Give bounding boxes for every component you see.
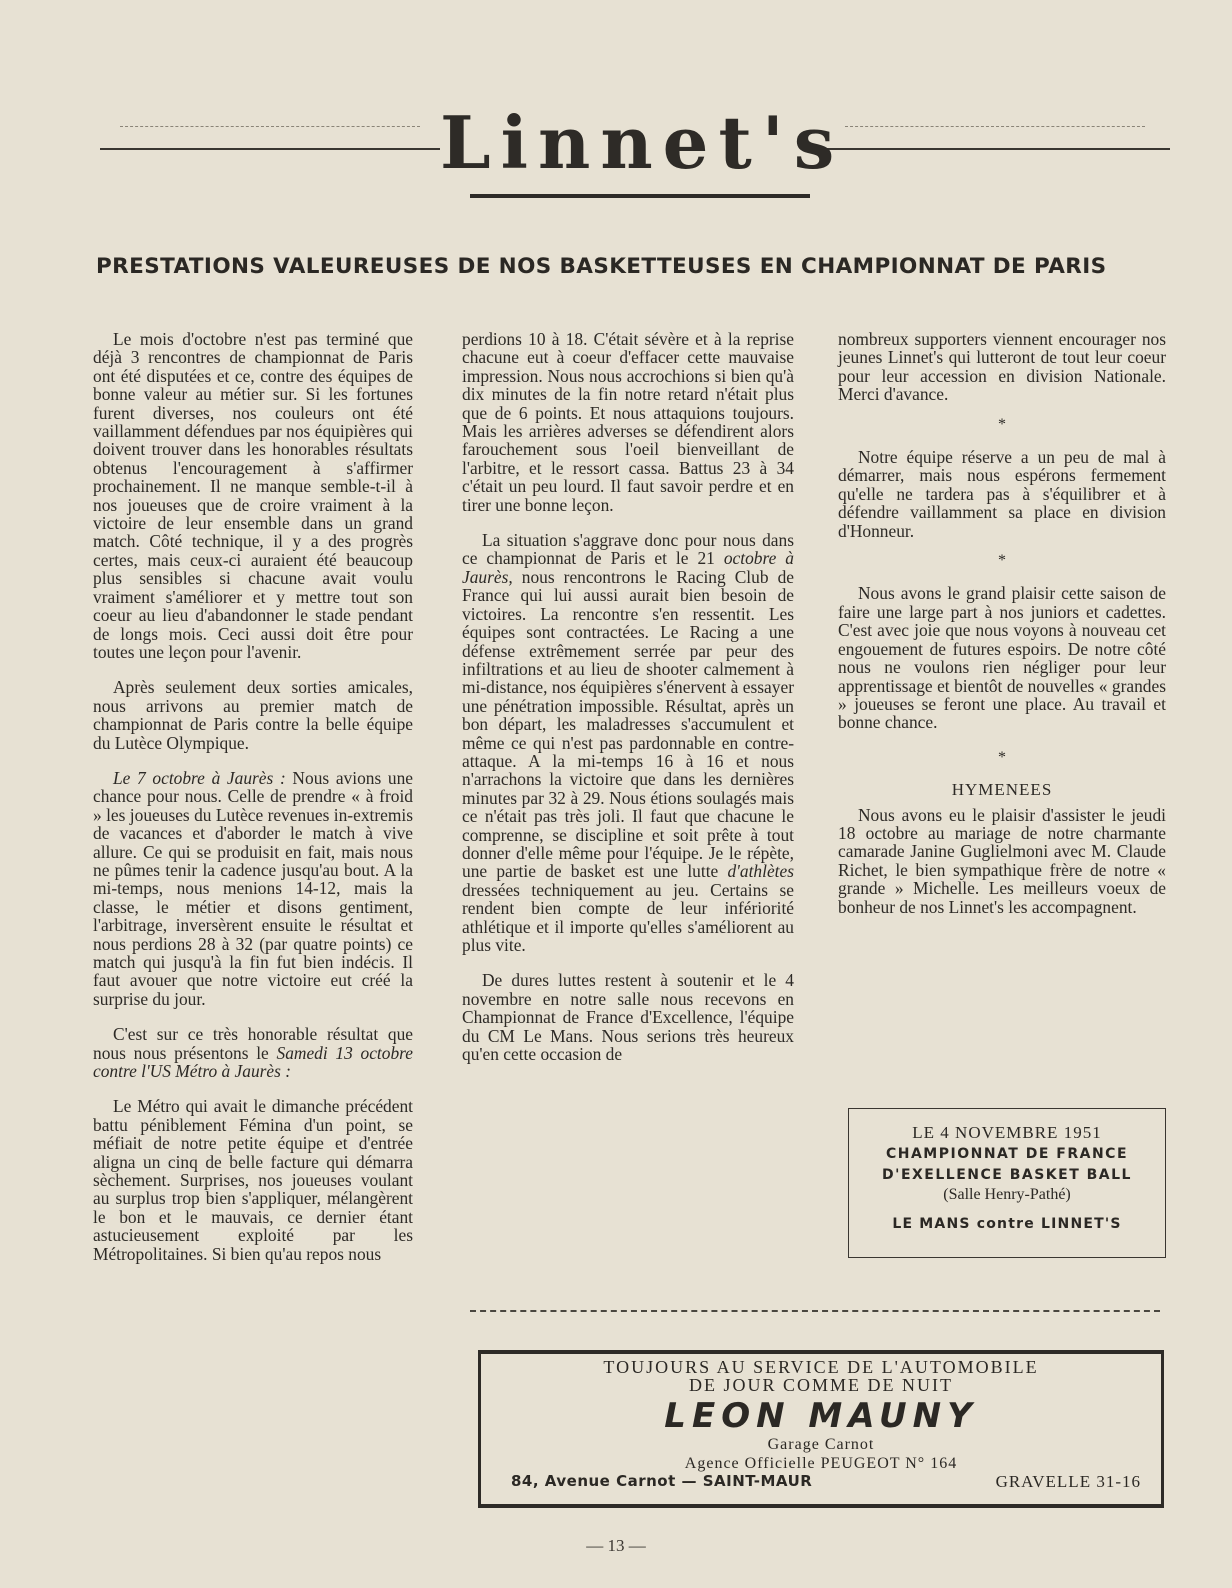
paragraph: Notre équipe réserve a un peu de mal à démarrer, mais nous espérons fermement qu'elle ne tardera pas à s'équilibrer et à défendre vaillamment sa place en division d'Honneur.	[838, 447, 1166, 541]
notice-venue: (Salle Henry-Pathé)	[943, 1186, 1071, 1203]
paragraph-text: nous rencontrons le Racing Club de France qui lui aussi aurait bien besoin de victoires. La rencontre s'en ressentit. Les équipes sont contractées. Le Racing a une défense extrêmement serrée par peur des infiltrations et au lieu de shooter calmement à mi-distance, nos équipières s'énervent à essayer une pénétration impossible. Résultat, après un bon départ, les maladresses s'accumulent et même ce qui n'est pas pardonnable en contre-attaque. A la mi-temps 16 à 16 et nous n'arrachons la victoire que dans les dernières minutes par 32 à 29. Nous étions soulagés mais ce n'était pas très joli. Il faut que chacune le comprenne, se discipline et soit prête à tout donner d'elle même pour l'équipe. Je le répète, une partie de basket est une lutte	[462, 566, 794, 882]
paragraph: Après seulement deux sorties amicales, nous arrivons au premier match de championnat de Paris contre la belle équipe du Lutèce Olympique.	[93, 677, 413, 753]
section-star: *	[998, 415, 1006, 433]
notice-title-line-2: D'EXELLENCE BASKET BALL	[882, 1167, 1132, 1183]
ad-agency: Agence Officielle PEUGEOT N° 164	[684, 1455, 958, 1472]
brand-underline	[470, 194, 810, 198]
masthead-rule-right-dashed	[845, 126, 1145, 127]
ad-business-name: LEON MAUNY	[664, 1396, 978, 1436]
garage-advertisement	[478, 1350, 1164, 1508]
emphasis: d'athlètes	[727, 861, 794, 882]
ad-tagline-1: TOUJOURS AU SERVICE DE L'AUTOMOBILE	[603, 1357, 1039, 1377]
match-notice-box	[848, 1108, 1166, 1258]
paragraph-text: La situation s'aggrave donc pour nous dans ce championnat de Paris et le 21	[462, 530, 794, 569]
ad-garage-name: Garage Carnot	[767, 1436, 875, 1453]
masthead	[100, 100, 1170, 210]
match-date-lead: octobre à Jaurès,	[462, 548, 794, 587]
notice-date: LE 4 NOVEMBRE 1951	[912, 1123, 1102, 1142]
ad-address: 84, Avenue Carnot — SAINT-MAUR	[511, 1472, 813, 1490]
masthead-rule-left	[100, 148, 440, 150]
paragraph	[462, 531, 794, 954]
paragraph: Le Métro qui avait le dimanche précédent battu péniblement Fémina d'un point, se méfiait de notre petite équipe et d'entrée aligna un cinq de belle facture qui démarra sèchement. Surprises, nos joueuses voulant au surplus trop bien s'appliquer, mélangèrent le bon et le mauvais, ce dernier étant astucieusement exploité par les Métropolitaines. Si bien qu'au repos nous	[93, 1096, 413, 1264]
article-column-3	[838, 330, 1166, 916]
article-headline: PRESTATIONS VALEUREUSES DE NOS BASKETTEUSES EN CHAMPIONNAT DE PARIS	[96, 254, 1107, 279]
paragraph	[93, 769, 413, 1008]
paragraph: Nous avons le grand plaisir cette saison de faire une large part à nos juniors et cadettes. C'est avec joie que nous voyons à nouveau cet engouement de futures espoirs. De notre côté nous ne voulons rien négliger pour leur apprentissage et bientôt de nouvelles « grandes » joueuses se feront une place. Au travail et bonne chance.	[838, 583, 1166, 733]
paragraph: nombreux supporters viennent encourager nos jeunes Linnet's qui lutteront de tout leur coeur pour leur accession en division Nationale. Merci d'avance.	[838, 329, 1166, 405]
paragraph-text: C'est sur ce très honorable résultat que nous nous présentons le	[93, 1024, 413, 1063]
notice-match: LE MANS contre LINNET'S	[892, 1216, 1122, 1232]
notice-title-line-1: CHAMPIONNAT DE FRANCE	[885, 1146, 1129, 1162]
page-number: — 13 —	[586, 1536, 646, 1555]
paragraph: Nous avons eu le plaisir d'assister le jeudi 18 octobre au mariage de notre charmante camarade Janine Guglielmoni avec M. Claude Richet, le bien sympathique frère de notre « grande » Michelle. Les meilleurs voeux de bonheur de nos Linnet's les accompagnent.	[838, 804, 1166, 917]
paragraph: perdions 10 à 18. C'était sévère et à la reprise chacune eut à coeur d'effacer cette mauvaise impression. Nous nous accrochions si bien qu'à dix minutes de la fin notre retard n'était plus que de 6 points. Et nous attaquions toujours. Mais les arrières adverses se défendirent alors farouchement sous l'oeil bienveillant de l'arbitre, et le ressort cassa. Battus 23 à 34 c'était un peu lourd. Il faut savoir perdre et en tirer une bonne leçon.	[462, 329, 794, 515]
ad-phone: GRAVELLE 31-16	[995, 1472, 1141, 1491]
section-star: *	[998, 552, 1006, 570]
article-column-2	[462, 330, 794, 1063]
masthead-rule-right	[825, 148, 1170, 150]
brand-title: Linnet's	[440, 100, 845, 185]
article-column-1	[93, 330, 413, 1263]
masthead-rule-left-dashed	[120, 126, 420, 127]
subhead-hymenees: HYMENEES	[951, 780, 1053, 800]
match-date-lead: Samedi 13 octobre contre l'US Métro à Jaurès :	[93, 1042, 413, 1082]
paragraph	[93, 1025, 413, 1080]
paragraph-text: Nous avions une chance pour nous. Celle de prendre « à froid » les joueuses du Lutèce revenues in-extremis de vacances et d'aborder le match à vive allure. Ce qui se produisit en fait, mais nous ne pûmes tenir la cadence jusqu'au bout. A la mi-temps, nous menions 14-12, mais la classe, le métier et disons gentiment, l'arbitrage, inversèrent ensuite le résultat et nous perdions 28 à 32 (par quatre points) ce match qui jusqu'à la fin fut bien indécis. Il faut avouer que notre victoire eut créé la surprise du jour.	[93, 767, 414, 1009]
ad-tagline-2: DE JOUR COMME DE NUIT	[689, 1375, 953, 1395]
section-divider	[470, 1310, 1160, 1312]
match-date-lead: Le 7 octobre à Jaurès :	[113, 767, 286, 788]
section-star: *	[998, 748, 1006, 766]
paragraph-text: dressées techniquement au jeu. Certains se rendent bien compte de leur infériorité athlétique et il importe qu'elles s'améliorent au plus vite.	[462, 879, 794, 955]
ad-contact-row	[511, 1472, 1141, 1494]
paragraph: De dures luttes restent à soutenir et le 4 novembre en notre salle nous recevons en Championnat de France d'Excellence, l'équipe du CM Le Mans. Nous serions très heureux qu'en cette occasion de	[462, 970, 794, 1065]
paragraph: Le mois d'octobre n'est pas terminé que déjà 3 rencontres de championnat de Paris ont été disputées et ce, contre des équipes de bonne valeur au métier sur. Si les fortunes furent diverses, nos couleurs ont été vaillamment défendues par nos équipières qui doivent trouver dans les honorables résultats obtenus l'encouragement à s'affirmer prochainement. Il ne manque semble-t-il à nos joueuses que de croire vraiment à la victoire de leur ensemble dans un grand match. Côté technique, il y a des progrès certes, mais ceux-ci auraient été beaucoup plus sensibles si chacune avait voulu vraiment s'améliorer et y mettre tout son coeur au lieu d'abandonner le stade pendant de longs mois. Ceci aussi doit être pour toutes une leçon pour l'avenir.	[93, 329, 413, 662]
